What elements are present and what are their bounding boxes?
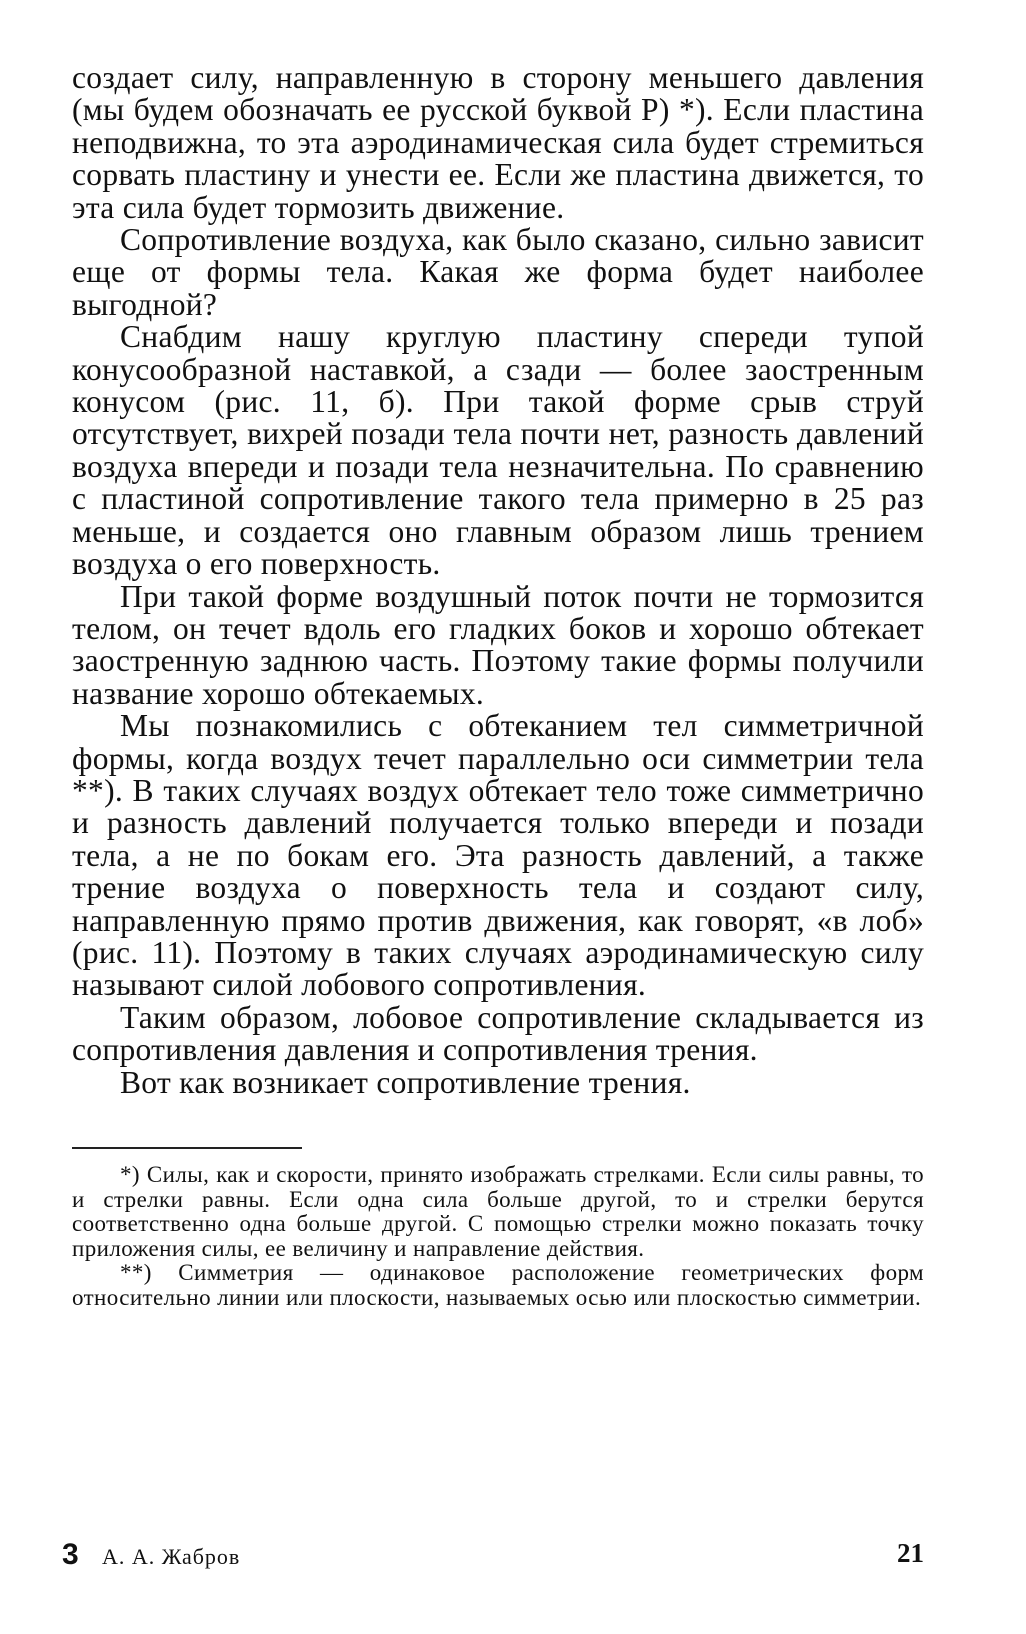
page-footer (62, 1538, 924, 1578)
page-number: 21 (897, 1538, 924, 1568)
paragraph: Вот как возникает сопротивление трения. (120, 1064, 691, 1100)
body-text (72, 62, 924, 1099)
signature-mark: 3 (62, 1538, 79, 1571)
paragraph: Таким образом, лобовое сопротивление складывается из сопротивления давления и сопротивления трения. (72, 999, 924, 1068)
footnotes (72, 1163, 924, 1310)
footnote: **) Симметрия — одинаковое расположение геометрических форм относительно линии или плоскости, называемых осью или плоскостью симметрии. (72, 1260, 924, 1310)
paragraph: Снабдим нашу круглую пластину спереди тупой конусообразной наставкой, а сзади — более заостренным конусом (рис. 11, б). При такой форме срыв струй отсутствует, вихрей позади тела почти нет, разность давлений воздуха впереди и позади тела незначительна. По сравнению с пластиной сопротивление такого тела примерно в 25 раз меньше, и создается оно главным образом лишь трением воздуха о его поверхность. (72, 319, 924, 582)
paragraph: При такой форме воздушный поток почти не тормозится телом, он течет вдоль его гладких боков и хорошо обтекает заостренную заднюю часть. Поэтому такие формы получили название хорошо обтекаемых. (72, 578, 924, 711)
paragraph-continued: создает силу, направленную в сторону меньшего давления (мы будем обозначать ее русской буквой P) *). Если пластина неподвижна, то эта аэродинамическая сила будет стремиться сорвать пластину и унести ее. Если же пластина движется, то эта сила будет тормозить движение. (72, 60, 924, 225)
author-name: А. А. Жабров (102, 1544, 241, 1569)
footnote: *) Силы, как и скорости, принято изображать стрелками. Если силы равны, то и стрелки равны. Если одна сила больше другой, то и стрелки берутся соответственно одна больше другой. С помощью стрелки можно показать точку приложения силы, ее величину и направление действия. (72, 1162, 924, 1261)
footnote-separator (72, 1147, 302, 1149)
paragraph: Сопротивление воздуха, как было сказано, сильно зависит еще от формы тела. Какая же форма будет наиболее выгодной? (72, 222, 924, 322)
page-content (72, 62, 924, 1310)
paragraph: Мы познакомились с обтеканием тел симметричной формы, когда воздух течет параллельно оси симметрии тела **). В таких случаях воздух обтекает тело тоже симметрично и разность давлений получается только впереди и позади тела, а не по бокам его. Эта разность давлений, а также трение воздуха о поверхность тела и создают силу, направленную прямо против движения, как говорят, «в лоб» (рис. 11). Поэтому в таких случаях аэродинамическую силу называют силой лобового сопротивления. (72, 708, 924, 1003)
